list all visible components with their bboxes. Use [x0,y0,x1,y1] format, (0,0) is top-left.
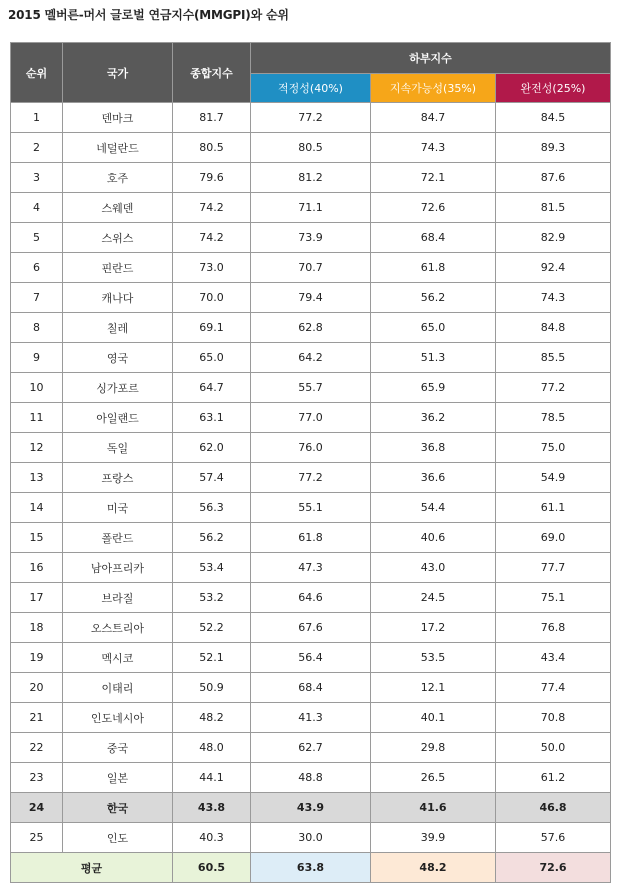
cell-rank: 19 [11,643,63,673]
cell-sustainability: 68.4 [371,223,496,253]
cell-integrity: 75.1 [496,583,611,613]
cell-sustainability: 65.0 [371,313,496,343]
cell-country: 인도네시아 [63,703,173,733]
cell-country: 스위스 [63,223,173,253]
cell-adequacy: 76.0 [251,433,371,463]
cell-country: 오스트리아 [63,613,173,643]
cell-sustainability: 51.3 [371,343,496,373]
cell-sustainability: 61.8 [371,253,496,283]
cell-integrity: 61.1 [496,493,611,523]
table-row [11,643,611,673]
cell-rank: 9 [11,343,63,373]
cell-integrity: 46.8 [496,793,611,823]
cell-total: 74.2 [173,223,251,253]
cell-sustainability: 53.5 [371,643,496,673]
cell-total: 79.6 [173,163,251,193]
average-sustainability: 48.2 [371,853,496,883]
cell-sustainability: 40.6 [371,523,496,553]
cell-rank: 10 [11,373,63,403]
table-row [11,493,611,523]
pension-index-table [10,42,611,883]
cell-total: 50.9 [173,673,251,703]
table-row [11,373,611,403]
cell-sustainability: 74.3 [371,133,496,163]
cell-sustainability: 29.8 [371,733,496,763]
cell-sustainability: 41.6 [371,793,496,823]
cell-country: 한국 [63,793,173,823]
cell-integrity: 75.0 [496,433,611,463]
header-country: 국가 [63,43,173,103]
cell-total: 56.2 [173,523,251,553]
cell-country: 칠레 [63,313,173,343]
cell-integrity: 61.2 [496,763,611,793]
cell-adequacy: 81.2 [251,163,371,193]
cell-total: 48.0 [173,733,251,763]
cell-sustainability: 65.9 [371,373,496,403]
cell-integrity: 77.7 [496,553,611,583]
cell-country: 아일랜드 [63,403,173,433]
cell-country: 덴마크 [63,103,173,133]
cell-total: 52.1 [173,643,251,673]
cell-adequacy: 79.4 [251,283,371,313]
cell-total: 73.0 [173,253,251,283]
cell-integrity: 74.3 [496,283,611,313]
cell-total: 53.2 [173,583,251,613]
cell-adequacy: 71.1 [251,193,371,223]
cell-rank: 23 [11,763,63,793]
cell-adequacy: 70.7 [251,253,371,283]
table-row [11,103,611,133]
cell-sustainability: 17.2 [371,613,496,643]
cell-sustainability: 72.1 [371,163,496,193]
cell-country: 브라질 [63,583,173,613]
table-row [11,703,611,733]
cell-total: 81.7 [173,103,251,133]
cell-adequacy: 43.9 [251,793,371,823]
cell-total: 44.1 [173,763,251,793]
cell-total: 52.2 [173,613,251,643]
cell-integrity: 57.6 [496,823,611,853]
cell-total: 64.7 [173,373,251,403]
cell-rank: 15 [11,523,63,553]
cell-country: 이태리 [63,673,173,703]
cell-integrity: 81.5 [496,193,611,223]
cell-sustainability: 54.4 [371,493,496,523]
table-row [11,793,611,823]
cell-adequacy: 55.1 [251,493,371,523]
cell-integrity: 92.4 [496,253,611,283]
cell-integrity: 89.3 [496,133,611,163]
cell-integrity: 76.8 [496,613,611,643]
cell-sustainability: 36.6 [371,463,496,493]
cell-sustainability: 24.5 [371,583,496,613]
cell-integrity: 87.6 [496,163,611,193]
cell-integrity: 78.5 [496,403,611,433]
table-row [11,403,611,433]
table-body [11,103,611,853]
cell-integrity: 85.5 [496,343,611,373]
cell-rank: 1 [11,103,63,133]
cell-rank: 20 [11,673,63,703]
cell-country: 중국 [63,733,173,763]
cell-total: 62.0 [173,433,251,463]
table-row [11,553,611,583]
average-integrity: 72.6 [496,853,611,883]
cell-country: 싱가포르 [63,373,173,403]
cell-adequacy: 68.4 [251,673,371,703]
cell-country: 호주 [63,163,173,193]
cell-adequacy: 48.8 [251,763,371,793]
table-row [11,253,611,283]
table-row [11,433,611,463]
cell-total: 63.1 [173,403,251,433]
cell-country: 독일 [63,433,173,463]
cell-integrity: 84.8 [496,313,611,343]
cell-rank: 3 [11,163,63,193]
cell-rank: 22 [11,733,63,763]
cell-adequacy: 73.9 [251,223,371,253]
table-row [11,193,611,223]
cell-country: 네덜란드 [63,133,173,163]
cell-rank: 16 [11,553,63,583]
header-integrity: 완전성(25%) [496,74,611,103]
cell-sustainability: 36.2 [371,403,496,433]
table-row [11,133,611,163]
table-row [11,823,611,853]
cell-total: 40.3 [173,823,251,853]
header-total: 종합지수 [173,43,251,103]
cell-adequacy: 61.8 [251,523,371,553]
cell-adequacy: 64.2 [251,343,371,373]
cell-total: 53.4 [173,553,251,583]
table-row [11,223,611,253]
table-row [11,283,611,313]
table-row [11,343,611,373]
cell-rank: 17 [11,583,63,613]
page-title: 2015 멜버른-머서 글로벌 연금지수(MMGPI)와 순위 [8,8,289,22]
table-header [11,43,611,103]
cell-country: 스웨덴 [63,193,173,223]
cell-total: 48.2 [173,703,251,733]
cell-total: 80.5 [173,133,251,163]
cell-adequacy: 77.2 [251,103,371,133]
cell-integrity: 70.8 [496,703,611,733]
cell-integrity: 54.9 [496,463,611,493]
cell-adequacy: 62.7 [251,733,371,763]
table-row [11,163,611,193]
cell-total: 43.8 [173,793,251,823]
cell-country: 일본 [63,763,173,793]
table-row [11,733,611,763]
cell-sustainability: 39.9 [371,823,496,853]
cell-country: 캐나다 [63,283,173,313]
cell-integrity: 43.4 [496,643,611,673]
table-footer [11,853,611,883]
cell-adequacy: 64.6 [251,583,371,613]
cell-sustainability: 72.6 [371,193,496,223]
average-total: 60.5 [173,853,251,883]
table-row [11,523,611,553]
cell-rank: 24 [11,793,63,823]
cell-rank: 2 [11,133,63,163]
cell-adequacy: 30.0 [251,823,371,853]
table-row [11,673,611,703]
cell-sustainability: 43.0 [371,553,496,583]
header-sustainability: 지속가능성(35%) [371,74,496,103]
cell-adequacy: 77.2 [251,463,371,493]
cell-sustainability: 56.2 [371,283,496,313]
cell-integrity: 77.4 [496,673,611,703]
cell-adequacy: 77.0 [251,403,371,433]
cell-total: 69.1 [173,313,251,343]
cell-adequacy: 47.3 [251,553,371,583]
cell-rank: 21 [11,703,63,733]
table-row [11,463,611,493]
cell-country: 핀란드 [63,253,173,283]
cell-adequacy: 41.3 [251,703,371,733]
cell-rank: 25 [11,823,63,853]
cell-total: 65.0 [173,343,251,373]
cell-rank: 13 [11,463,63,493]
cell-country: 폴란드 [63,523,173,553]
cell-country: 프랑스 [63,463,173,493]
cell-rank: 6 [11,253,63,283]
cell-integrity: 69.0 [496,523,611,553]
header-adequacy: 적정성(40%) [251,74,371,103]
cell-country: 인도 [63,823,173,853]
cell-adequacy: 62.8 [251,313,371,343]
cell-rank: 4 [11,193,63,223]
cell-rank: 11 [11,403,63,433]
cell-rank: 18 [11,613,63,643]
cell-rank: 7 [11,283,63,313]
cell-sustainability: 12.1 [371,673,496,703]
cell-country: 멕시코 [63,643,173,673]
cell-integrity: 84.5 [496,103,611,133]
cell-rank: 8 [11,313,63,343]
cell-adequacy: 67.6 [251,613,371,643]
header-rank: 순위 [11,43,63,103]
cell-sustainability: 36.8 [371,433,496,463]
table-row [11,313,611,343]
cell-integrity: 77.2 [496,373,611,403]
cell-country: 남아프리카 [63,553,173,583]
cell-total: 57.4 [173,463,251,493]
cell-total: 56.3 [173,493,251,523]
cell-integrity: 50.0 [496,733,611,763]
cell-rank: 5 [11,223,63,253]
average-label: 평균 [11,853,173,883]
cell-adequacy: 80.5 [251,133,371,163]
cell-adequacy: 55.7 [251,373,371,403]
cell-rank: 14 [11,493,63,523]
cell-sustainability: 40.1 [371,703,496,733]
header-sub-index: 하부지수 [251,43,611,74]
cell-adequacy: 56.4 [251,643,371,673]
table-row [11,763,611,793]
cell-integrity: 82.9 [496,223,611,253]
cell-rank: 12 [11,433,63,463]
cell-sustainability: 26.5 [371,763,496,793]
table-row [11,613,611,643]
cell-total: 74.2 [173,193,251,223]
table-row [11,583,611,613]
cell-sustainability: 84.7 [371,103,496,133]
cell-country: 미국 [63,493,173,523]
average-row [11,853,611,883]
cell-total: 70.0 [173,283,251,313]
average-adequacy: 63.8 [251,853,371,883]
cell-country: 영국 [63,343,173,373]
